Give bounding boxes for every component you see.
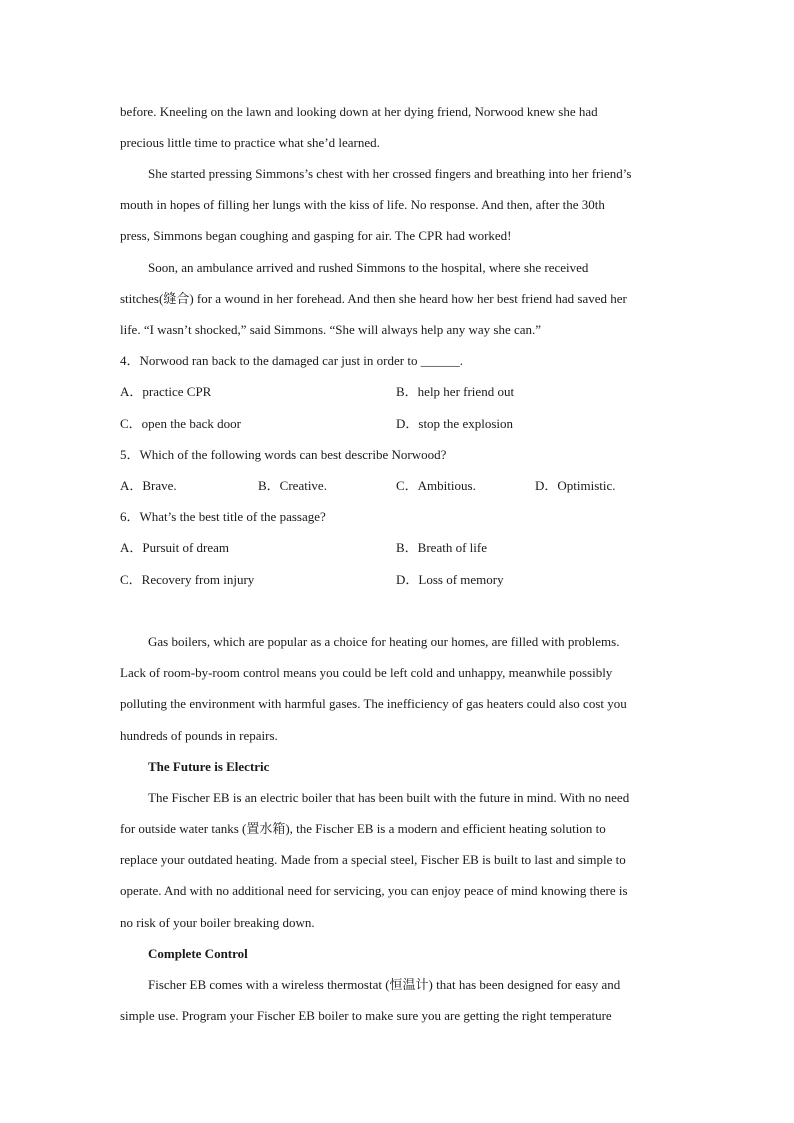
passage-line: precious little time to practice what she’d learned. xyxy=(120,135,380,150)
question-5-option-b: B．Creative. xyxy=(258,478,327,493)
question-4-option-c: C．open the back door xyxy=(120,416,241,431)
passage-line: no risk of your boiler breaking down. xyxy=(120,915,315,930)
question-4-stem: 4．Norwood ran back to the damaged car just in order to ______. xyxy=(120,353,463,368)
passage-line: Soon, an ambulance arrived and rushed Simmons to the hospital, where she received xyxy=(148,260,589,275)
passage-line: life. “I wasn’t shocked,” said Simmons. “She will always help any way she can.” xyxy=(120,322,542,337)
question-6-option-d: D．Loss of memory xyxy=(396,572,504,587)
passage-line: Lack of room-by-room control means you could be left cold and unhappy, meanwhile possibly xyxy=(120,665,613,680)
section-heading: Complete Control xyxy=(148,946,248,961)
passage-line: simple use. Program your Fischer EB boiler to make sure you are getting the right temperature xyxy=(120,1008,612,1023)
passage-line: replace your outdated heating. Made from a special steel, Fischer EB is built to last and simple to xyxy=(120,852,626,867)
passage-line: hundreds of pounds in repairs. xyxy=(120,728,278,743)
question-6-option-c: C．Recovery from injury xyxy=(120,572,255,587)
passage-line: Gas boilers, which are popular as a choice for heating our homes, are filled with problems. xyxy=(148,634,620,649)
question-5-option-a: A．Brave. xyxy=(120,478,177,493)
question-4-option-d: D．stop the explosion xyxy=(396,416,513,431)
passage-line: stitches(缝合) for a wound in her forehead. And then she heard how her best friend had saved her xyxy=(120,291,627,306)
passage-line: The Fischer EB is an electric boiler that has been built with the future in mind. With no need xyxy=(148,790,630,805)
question-6-option-b: B．Breath of life xyxy=(396,540,487,555)
question-4-option-b: B．help her friend out xyxy=(396,384,515,399)
passage-line: Fischer EB comes with a wireless thermostat (恒温计) that has been designed for easy and xyxy=(148,977,621,992)
question-4-option-a: A．practice CPR xyxy=(120,384,212,399)
passage-line: mouth in hopes of filling her lungs with the kiss of life. No response. And then, after the 30th xyxy=(120,197,605,212)
question-5-stem: 5．Which of the following words can best describe Norwood? xyxy=(120,447,447,462)
passage-line: She started pressing Simmons’s chest with her crossed fingers and breathing into her friend’s xyxy=(148,166,632,181)
passage-line: for outside water tanks (置水箱), the Fischer EB is a modern and efficient heating solution to xyxy=(120,821,606,836)
section-heading: The Future is Electric xyxy=(148,759,270,774)
passage-line: polluting the environment with harmful gases. The inefficiency of gas heaters could also cost you xyxy=(120,696,627,711)
question-6-stem: 6．What’s the best title of the passage? xyxy=(120,509,326,524)
passage-line: before. Kneeling on the lawn and looking down at her dying friend, Norwood knew she had xyxy=(120,104,598,119)
question-5-option-d: D．Optimistic. xyxy=(535,478,616,493)
question-6-option-a: A．Pursuit of dream xyxy=(120,540,230,555)
passage-line: operate. And with no additional need for servicing, you can enjoy peace of mind knowing there is xyxy=(120,883,628,898)
question-5-option-c: C．Ambitious. xyxy=(396,478,476,493)
passage-line: press, Simmons began coughing and gasping for air. The CPR had worked! xyxy=(120,228,512,243)
